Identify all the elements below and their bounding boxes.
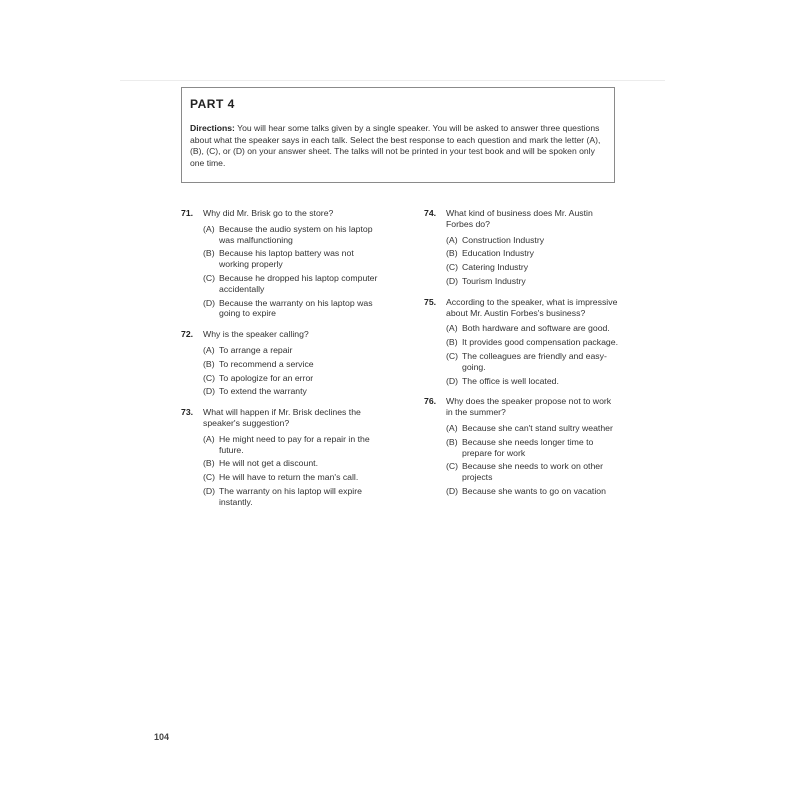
left-question-column	[181, 208, 381, 518]
option-letter: (B)	[203, 248, 215, 259]
answer-options	[181, 224, 381, 319]
answer-option	[446, 276, 620, 287]
question-item	[424, 297, 620, 387]
option-text: It provides good compensation package.	[462, 337, 618, 348]
answer-option	[446, 376, 620, 387]
answer-options	[424, 423, 620, 497]
answer-option	[203, 298, 381, 320]
answer-option	[203, 248, 381, 270]
question-header	[181, 329, 381, 340]
directions-label: Directions:	[190, 123, 235, 133]
answer-option	[203, 224, 381, 246]
option-letter: (D)	[446, 485, 459, 496]
question-header	[424, 396, 620, 418]
option-letter: (D)	[203, 297, 216, 308]
answer-option	[203, 359, 381, 370]
answer-option	[446, 486, 620, 497]
option-letter: (A)	[203, 344, 215, 355]
option-letter: (A)	[203, 223, 215, 234]
question-header	[181, 208, 381, 219]
option-text: To apologize for an error	[219, 372, 314, 383]
option-text: Because she needs to work on other projects	[462, 461, 604, 483]
option-letter: (C)	[203, 472, 216, 483]
option-letter: (D)	[203, 386, 216, 397]
answer-option	[203, 386, 381, 397]
question-number: 71.	[181, 208, 194, 218]
top-divider	[120, 80, 665, 81]
answer-option	[446, 248, 620, 259]
question-item	[424, 208, 620, 287]
option-letter: (A)	[203, 433, 215, 444]
option-text: The warranty on his laptop will expire instantly.	[219, 485, 362, 507]
answer-option	[203, 458, 381, 469]
option-text: Because the audio system on his laptop was malfunctioning	[219, 223, 373, 245]
answer-option	[203, 273, 381, 295]
answer-option	[446, 461, 620, 483]
option-text: The colleagues are friendly and easy-going.	[462, 350, 607, 372]
option-letter: (B)	[203, 458, 215, 469]
question-text: What will happen if Mr. Brisk declines the speaker's suggestion?	[203, 407, 361, 428]
question-item	[181, 208, 381, 319]
question-number: 72.	[181, 329, 194, 340]
option-letter: (D)	[446, 375, 459, 386]
option-letter: (C)	[203, 272, 216, 283]
answer-option	[203, 345, 381, 356]
option-letter: (A)	[446, 422, 458, 433]
answer-option	[203, 472, 381, 483]
question-number: 76.	[424, 396, 437, 407]
answer-options	[424, 323, 620, 386]
question-header	[424, 208, 620, 230]
question-header	[424, 297, 620, 319]
option-text: To extend the warranty	[219, 386, 307, 397]
option-text: The office is well located.	[462, 375, 559, 386]
option-letter: (B)	[446, 337, 458, 348]
option-text: Catering Industry	[462, 262, 529, 273]
option-letter: (D)	[446, 275, 459, 286]
question-text: Why does the speaker propose not to work in the summer?	[446, 396, 612, 418]
page-number: 104	[154, 732, 170, 742]
option-text: Construction Industry	[462, 234, 545, 245]
answer-option	[446, 437, 620, 459]
answer-options	[181, 345, 381, 397]
answer-option	[446, 423, 620, 434]
option-letter: (A)	[446, 323, 458, 334]
option-text: Education Industry	[462, 248, 534, 259]
answer-options	[181, 434, 381, 508]
option-letter: (C)	[203, 372, 216, 383]
answer-option	[446, 337, 620, 348]
right-question-column	[424, 208, 620, 507]
answer-option	[446, 262, 620, 273]
directions-text: You will hear some talks given by a single speaker. You will be asked to answer three questions about what the speaker says in each talk. Select the best response to each question and mark the letter (A), (B), (C), or (D) on your answer sheet. The talks will not be printed in your test book and will be spoken only one time.	[190, 123, 601, 168]
option-letter: (D)	[203, 485, 216, 496]
option-text: To arrange a repair	[219, 344, 293, 355]
question-item	[424, 396, 620, 496]
option-letter: (C)	[446, 461, 459, 472]
option-letter: (B)	[446, 248, 458, 259]
option-letter: (B)	[203, 358, 215, 369]
answer-option	[446, 323, 620, 334]
answer-option	[446, 235, 620, 246]
option-text: Tourism Industry	[462, 275, 526, 286]
option-text: Because she needs longer time to prepare for work	[462, 436, 594, 458]
option-text: Because she wants to go on vacation	[462, 485, 606, 496]
answer-options	[424, 235, 620, 287]
part-title: PART 4	[190, 97, 235, 111]
question-number: 75.	[424, 296, 437, 307]
question-text: Why did Mr. Brisk go to the store?	[203, 208, 334, 218]
option-letter: (A)	[446, 234, 458, 245]
question-item	[181, 407, 381, 507]
answer-option	[203, 373, 381, 384]
question-number: 74.	[424, 208, 437, 218]
option-text: Because his laptop battery was not working properly	[219, 248, 354, 270]
option-letter: (B)	[446, 436, 458, 447]
directions-paragraph	[190, 123, 606, 169]
question-text: Why is the speaker calling?	[203, 329, 309, 340]
option-text: To recommend a service	[219, 358, 314, 369]
option-text: Because he dropped his laptop computer accidentally	[219, 272, 378, 294]
option-text: He might need to pay for a repair in the future.	[219, 433, 370, 455]
question-header	[181, 407, 381, 429]
question-text: According to the speaker, what is impressive about Mr. Austin Forbes's business?	[446, 296, 618, 318]
option-text: He will have to return the man's call.	[219, 472, 359, 483]
option-text: Both hardware and software are good.	[462, 323, 610, 334]
option-letter: (C)	[446, 350, 459, 361]
answer-option	[203, 486, 381, 508]
question-text: What kind of business does Mr. Austin Forbes do?	[446, 208, 593, 229]
question-item	[181, 329, 381, 397]
directions-box	[181, 87, 615, 183]
option-text: He will not get a discount.	[219, 458, 318, 469]
answer-option	[203, 434, 381, 456]
option-text: Because the warranty on his laptop was going to expire	[219, 297, 373, 319]
option-text: Because she can't stand sultry weather	[462, 422, 613, 433]
option-letter: (C)	[446, 262, 459, 273]
question-number: 73.	[181, 407, 194, 418]
answer-option	[446, 351, 620, 373]
